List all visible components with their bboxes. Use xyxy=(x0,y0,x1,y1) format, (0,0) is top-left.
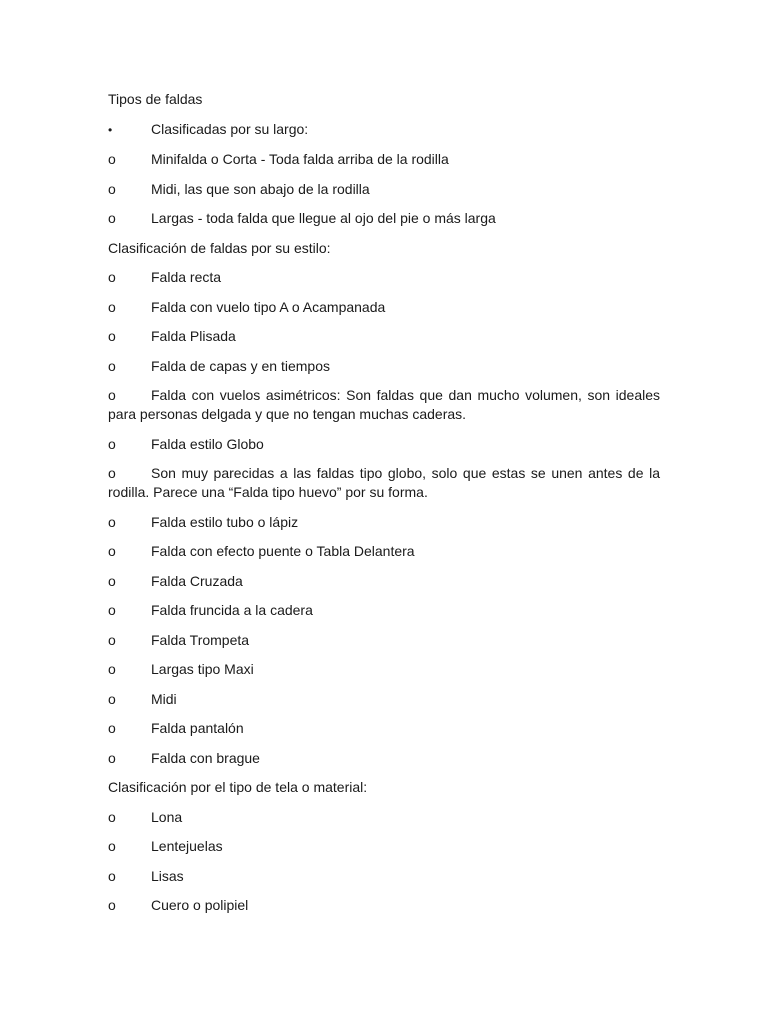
list-item-text: Falda Plisada xyxy=(151,328,236,344)
list-marker: o xyxy=(108,298,116,315)
list-item-text: Falda con vuelos asimétricos: Son faldas que dan mucho volumen, son ideales para personas delgada y que no tengan muchas caderas. xyxy=(108,387,660,422)
list-item xyxy=(108,386,660,424)
list-marker: o xyxy=(108,897,116,913)
list-item xyxy=(108,572,660,591)
list-item-text: Falda fruncida a la cadera xyxy=(151,602,313,618)
list-item-by-length xyxy=(108,120,660,140)
list-item-text: Falda Trompeta xyxy=(151,631,250,648)
list-item xyxy=(108,513,660,532)
list-marker: o xyxy=(108,180,116,197)
list-item-text: Falda con brague xyxy=(151,749,260,766)
list-item xyxy=(108,435,660,454)
list-marker: o xyxy=(108,720,116,736)
list-item-text: Falda estilo Globo xyxy=(151,435,264,452)
list-item-text: Falda con vuelo tipo A o Acampanada xyxy=(151,298,386,315)
list-item xyxy=(108,837,660,856)
document-page xyxy=(108,90,660,926)
list-item-text: Midi, las que son abajo de la rodilla xyxy=(151,180,370,197)
list-item xyxy=(108,660,660,679)
list-item xyxy=(108,631,660,650)
list-marker: o xyxy=(108,690,116,707)
list-marker: o xyxy=(108,435,116,452)
list-item-text: Largas - toda falda que llegue al ojo del pie o más larga xyxy=(151,210,496,226)
list-marker: o xyxy=(108,543,116,559)
list-item-text: Falda de capas y en tiempos xyxy=(151,357,330,374)
list-item xyxy=(108,180,660,199)
list-item-text: Largas tipo Maxi xyxy=(151,661,254,677)
list-marker: o xyxy=(108,838,116,854)
list-item xyxy=(108,298,660,317)
list-item xyxy=(108,749,660,768)
list-marker: o xyxy=(108,387,116,403)
list-item-text: Falda con efecto puente o Tabla Delantera xyxy=(151,543,415,559)
list-item-text: Falda pantalón xyxy=(151,720,244,736)
list-marker: o xyxy=(108,151,116,167)
list-marker: o xyxy=(108,328,116,344)
list-item xyxy=(108,867,660,886)
list-item-text: Lentejuelas xyxy=(151,838,223,854)
list-marker: o xyxy=(108,749,116,766)
list-item xyxy=(108,808,660,827)
list-item xyxy=(108,464,660,502)
list-marker: o xyxy=(108,465,116,481)
list-marker: o xyxy=(108,602,116,618)
list-marker: o xyxy=(108,867,116,884)
document-title: Tipos de faldas xyxy=(108,91,203,107)
list-item-text: Lona xyxy=(151,808,183,825)
section-heading-by-style: Clasificación de faldas por su estilo: xyxy=(108,239,331,256)
section-heading-by-material: Clasificación por el tipo de tela o material: xyxy=(108,779,368,795)
list-marker: o xyxy=(108,572,116,589)
list-item-text: Lisas xyxy=(151,867,184,884)
list-item xyxy=(108,542,660,561)
list-item-text: Midi xyxy=(151,690,177,707)
list-item-text: Son muy parecidas a las faldas tipo globo, solo que estas se unen antes de la rodilla. Parece una “Falda tipo huevo” por su forma. xyxy=(108,465,660,500)
list-marker: o xyxy=(108,661,116,677)
list-item-text: Falda Cruzada xyxy=(151,572,243,589)
list-marker: o xyxy=(108,631,116,648)
list-item-text: Minifalda o Corta - Toda falda arriba de la rodilla xyxy=(151,151,449,167)
list-marker: o xyxy=(108,513,116,530)
list-item xyxy=(108,601,660,620)
list-item xyxy=(108,690,660,709)
bullet-marker: • xyxy=(108,122,113,137)
list-item xyxy=(108,209,660,228)
section-heading-by-length: Clasificadas por su largo: xyxy=(151,120,309,137)
list-item xyxy=(108,268,660,287)
list-item-text: Falda recta xyxy=(151,269,222,285)
list-marker: o xyxy=(108,808,116,825)
list-item-text: Cuero o polipiel xyxy=(151,897,249,913)
list-item xyxy=(108,327,660,346)
list-marker: o xyxy=(108,210,116,226)
list-item-text: Falda estilo tubo o lápiz xyxy=(151,513,299,530)
list-item xyxy=(108,357,660,376)
list-item xyxy=(108,896,660,915)
list-item xyxy=(108,719,660,738)
list-marker: o xyxy=(108,357,116,374)
list-item xyxy=(108,150,660,169)
list-marker: o xyxy=(108,269,116,285)
